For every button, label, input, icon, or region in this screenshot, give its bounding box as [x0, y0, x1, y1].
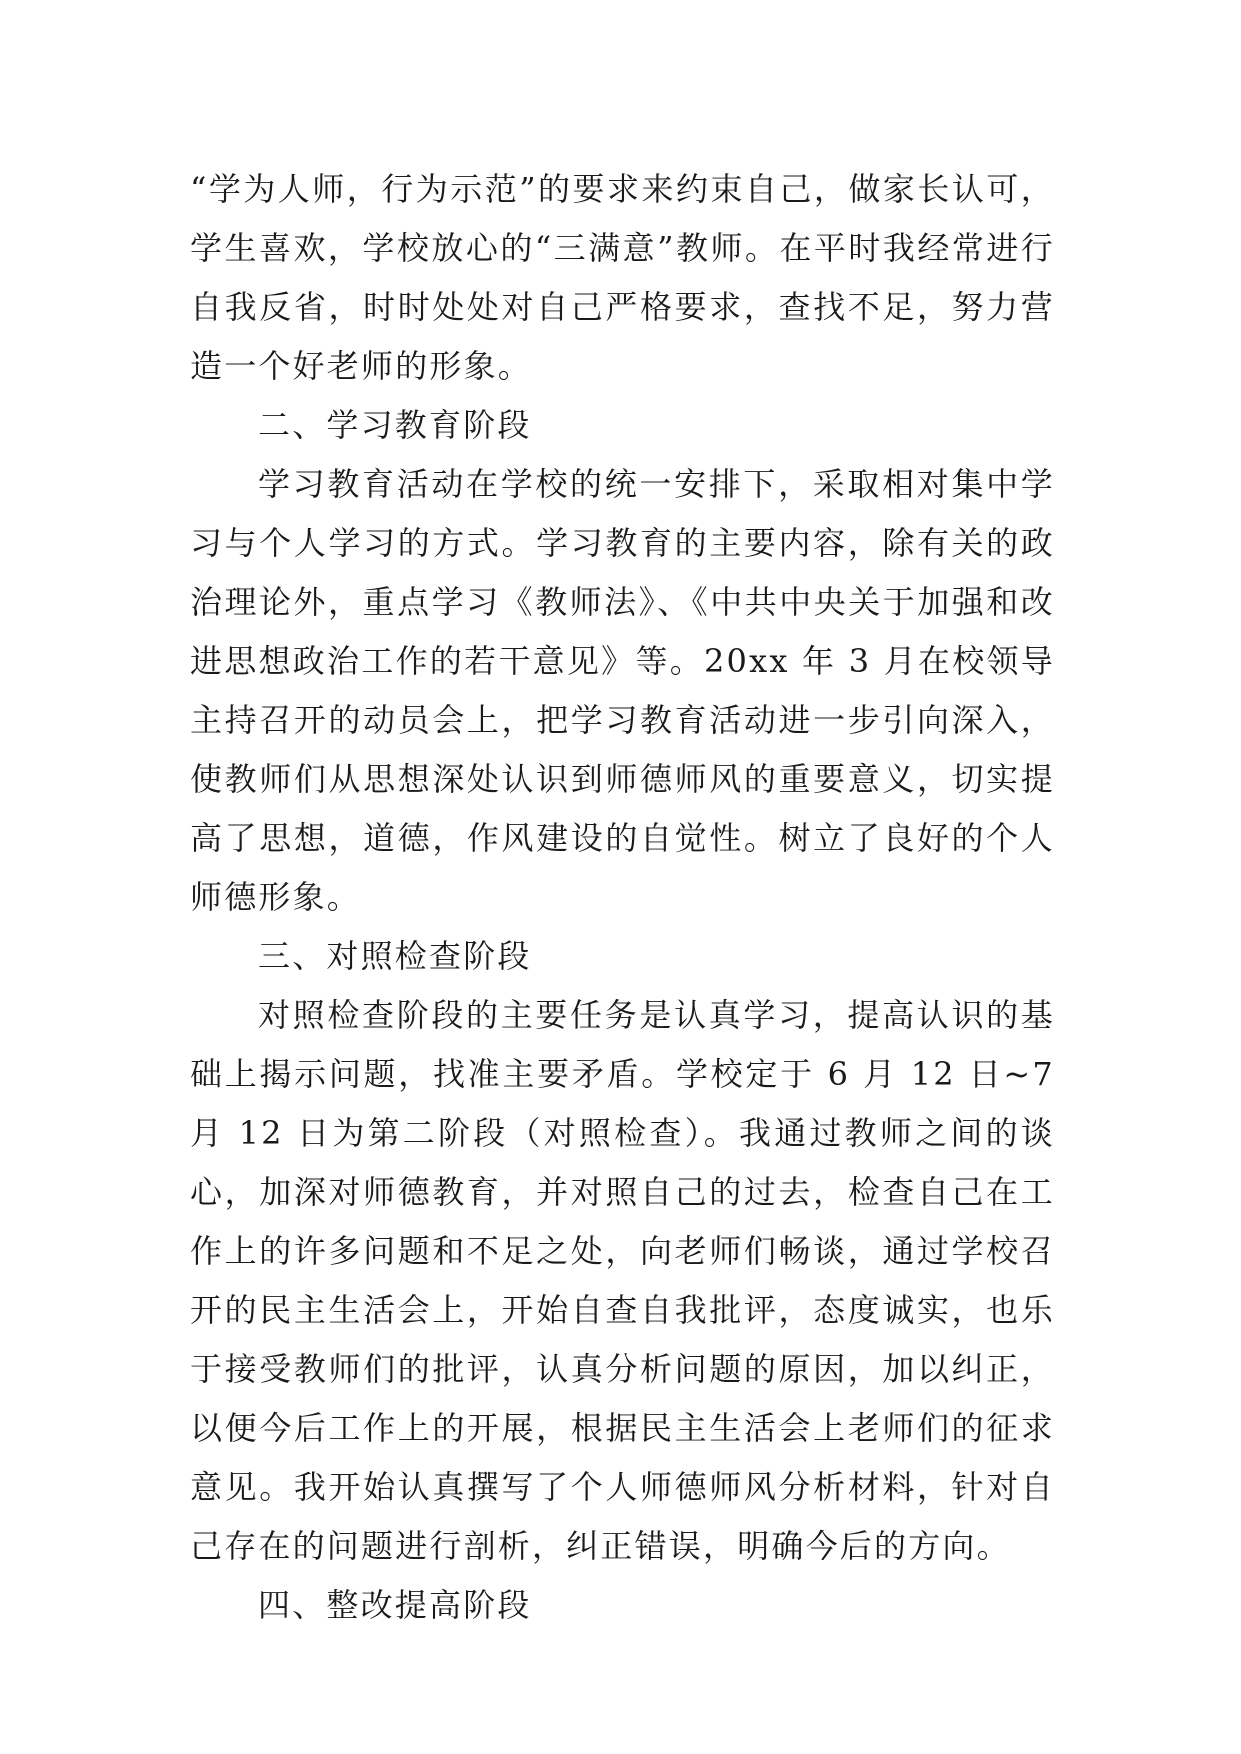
- paragraph-self-check: 对照检查阶段的主要任务是认真学习，提高认识的基础上揭示问题，找准主要矛盾。学校定于 6 月 12 日~7 月 12 日为第二阶段（对照检查）。我通过教师之间的谈心，加深对师德教育，并对照自己的过去，检查自己在工作上的许多问题和不足之处，向老师们畅谈，通过学校召开的民主生活会上，开始自查自我批评，态度诚实，也乐于接受教师们的批评，认真分析问题的原因，加以纠正，以便今后工作上的开展，根据民主生活会上老师们的征求意见。我开始认真撰写了个人师德师风分析材料，针对自己存在的问题进行剖析，纠正错误，明确今后的方向。: [190, 996, 1055, 1565]
- document-body: [190, 160, 1055, 1635]
- section-heading-study-education: 二、学习教育阶段: [258, 406, 532, 444]
- paragraph-intro-continuation: “学为人师，行为示范”的要求来约束自己，做家长认可，学生喜欢，学校放心的“三满意”教师。在平时我经常进行自我反省，时时处处对自己严格要求，查找不足，努力营造一个好老师的形象。: [190, 170, 1055, 385]
- section-heading-rectification: 四、整改提高阶段: [258, 1586, 532, 1624]
- paragraph-study-education: 学习教育活动在学校的统一安排下，采取相对集中学习与个人学习的方式。学习教育的主要内容，除有关的政治理论外，重点学习《教师法》、《中共中央关于加强和改进思想政治工作的若干意见》等。20xx 年 3 月在校领导主持召开的动员会上，把学习教育活动进一步引向深入，使教师们从思想深处认识到师德师风的重要意义，切实提高了思想，道德，作风建设的自觉性。树立了良好的个人师德形象。: [190, 465, 1055, 916]
- section-heading-self-check: 三、对照检查阶段: [258, 937, 532, 975]
